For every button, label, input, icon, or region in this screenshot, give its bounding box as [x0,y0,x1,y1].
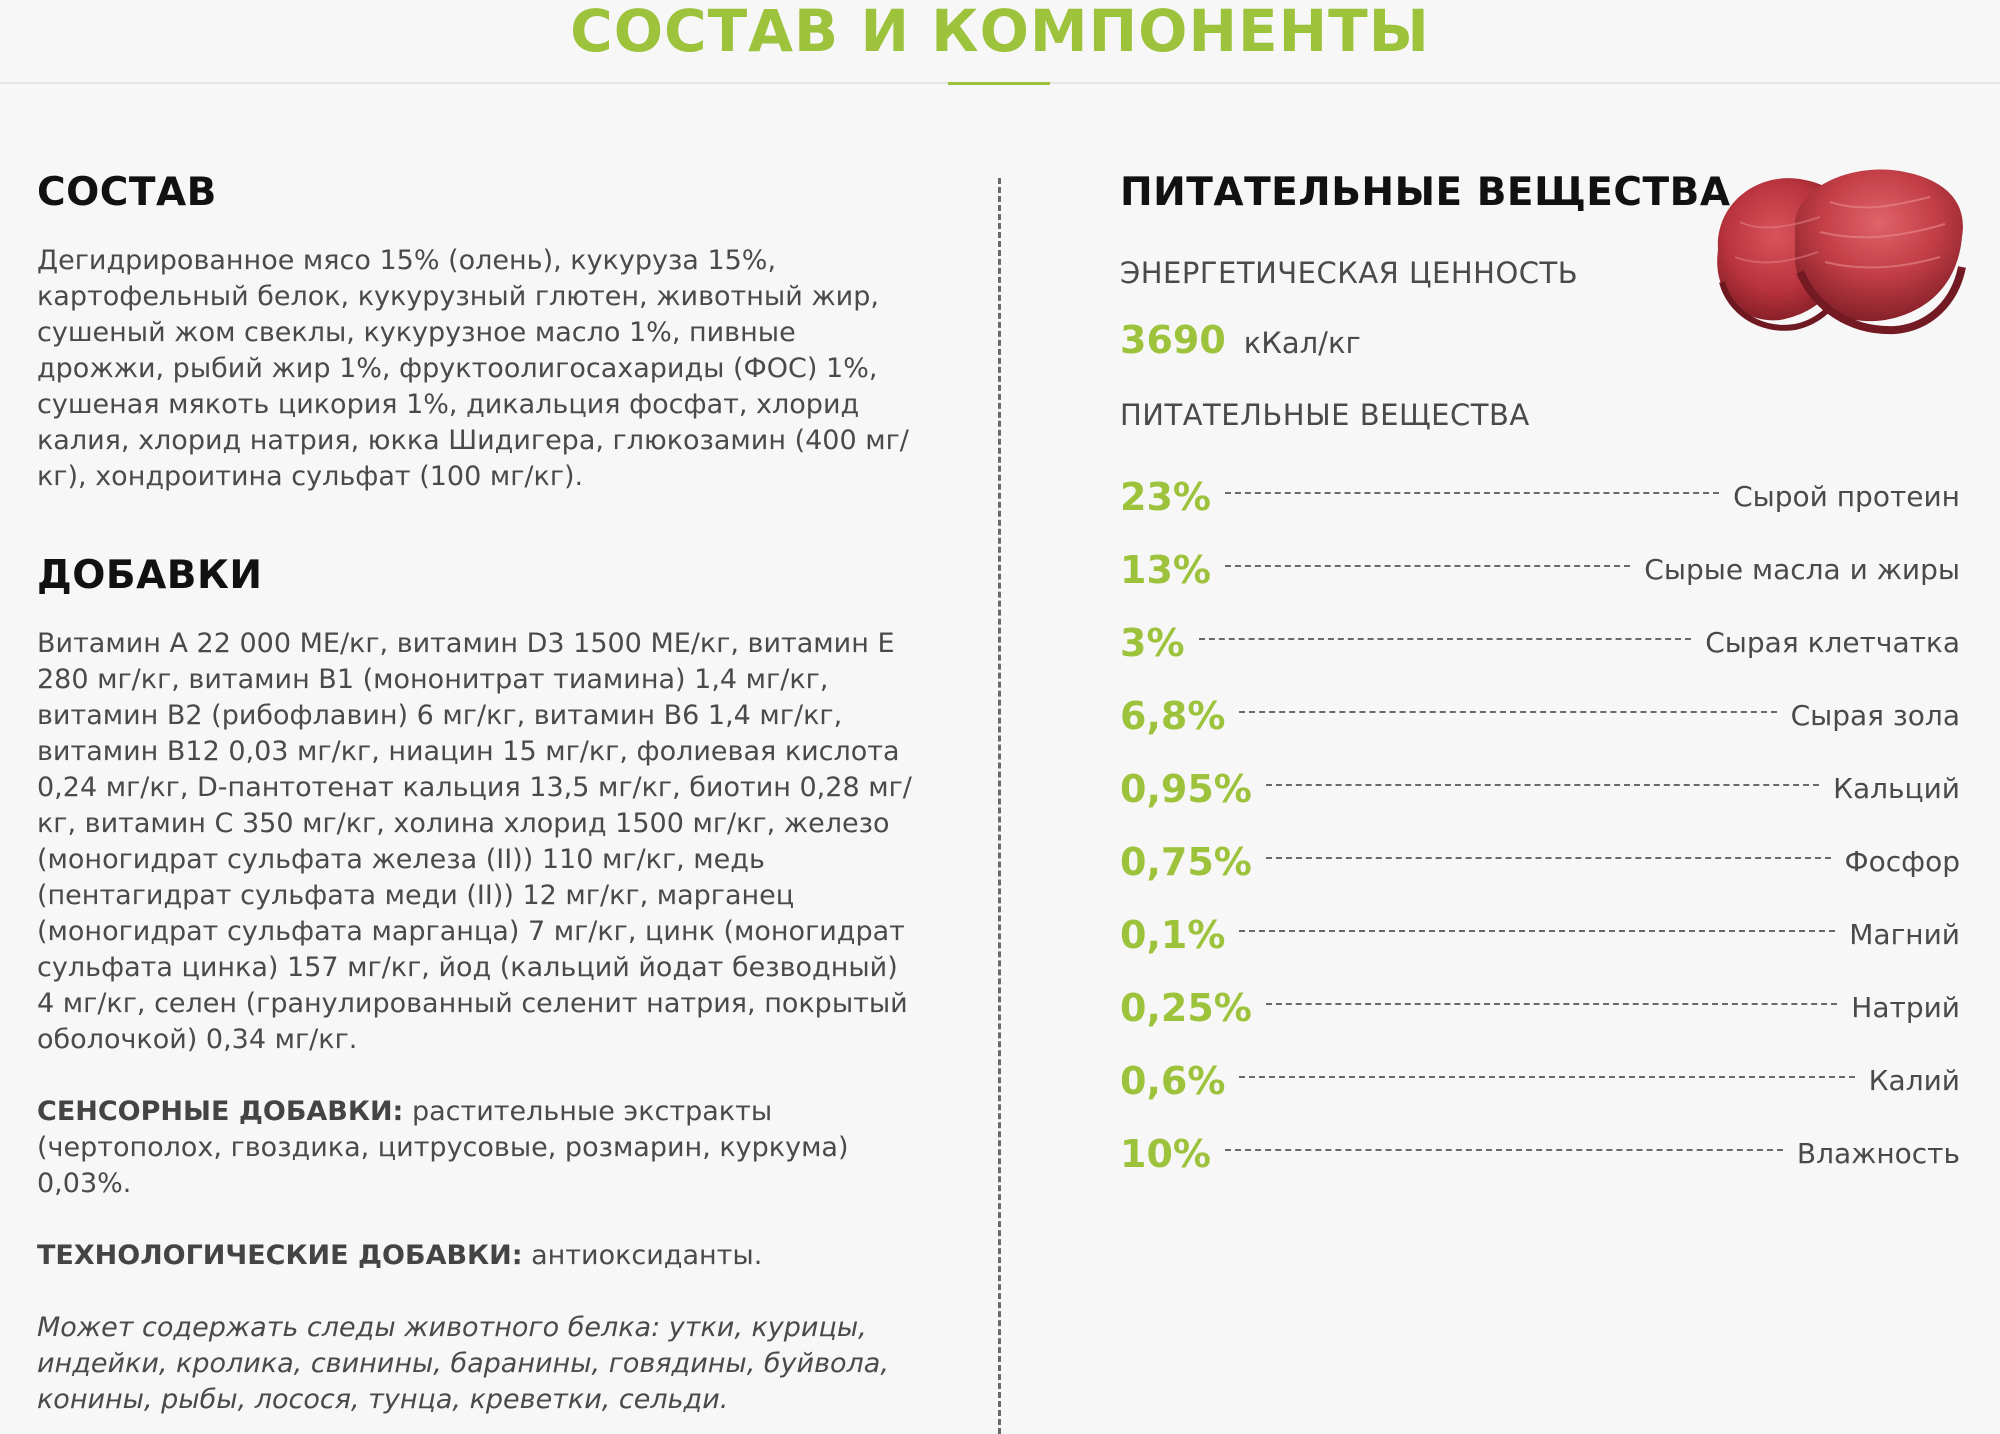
dotted-leader [1225,492,1719,494]
dotted-leader [1266,784,1819,786]
energy-value: 3690 [1120,318,1226,362]
title-underline [948,82,1050,85]
nutrient-row [1120,533,1960,606]
dotted-leader [1239,930,1835,932]
nutrient-value: 6,8% [1120,693,1226,738]
nutrient-value: 23% [1120,474,1211,519]
meat-steak-image [1700,162,1970,362]
additives-text: Витамин A 22 000 МЕ/кг, витамин D3 1500 МЕ/кг, витамин E 280 мг/кг, витамин B1 (мононитрат тиамина) 1,4 мг/кг, витамин B2 (рибофлавин) 6 мг/кг, витамин B6 1,4 мг/кг, витамин B12 0,03 мг/кг, ниацин 15 мг/кг, фолиевая кислота 0,24 мг/кг, D-пантотенат кальция 13,5 мг/кг, биотин 0,28 мг/кг, витамин C 350 мг/кг, холина хлорид 1500 мг/кг, железо (моногидрат сульфата железа (II)) 110 мг/кг, медь (пентагидрат сульфата меди (II)) 12 мг/кг, марганец (моногидрат сульфата марганца) 7 мг/кг, цинк (моногидрат сульфата цинка) 157 мг/кг, йод (кальций йодат безводный) 4 мг/кг, селен (гранулированный селенит натрия, покрытый оболочкой) 0,34 мг/кг. [37,627,912,1055]
composition-text: Дегидрированное мясо 15% (олень), кукуруза 15%, картофельный белок, кукурузный глютен, животный жир, сушеный жом свеклы, кукурузное масло 1%, пивные дрожжи, рыбий жир 1%, фруктоолигосахариды (ФОС) 1%, сушеная мякоть цикория 1%, дикальция фосфат, хлорид калия, хлорид натрия, юкка Шидигера, глюкозамин (400 мг/кг), хондроитина сульфат (100 мг/кг). [37,244,909,492]
nutrient-name: Сырая клетчатка [1705,626,1960,659]
nutrient-row [1120,898,1960,971]
nutrient-value: 13% [1120,547,1211,592]
nutrient-row [1120,460,1960,533]
nutrient-name: Влажность [1796,1137,1960,1170]
nutrient-name: Сырая зола [1790,699,1960,732]
additives-heading: ДОБАВКИ [37,552,263,598]
tech-additives-text: антиоксиданты. [522,1239,763,1271]
left-column [37,170,917,1418]
dotted-leader [1225,565,1630,567]
nutrient-value: 0,1% [1120,912,1226,957]
nutrient-row [1120,1117,1960,1190]
nutrient-name: Калий [1868,1064,1960,1097]
energy-unit: кКал/кг [1243,326,1361,360]
nutrient-value: 3% [1120,620,1185,665]
dotted-leader [1266,1003,1837,1005]
nutrient-row [1120,752,1960,825]
page-title: СОСТАВ И КОМПОНЕНТЫ [570,0,1430,65]
tech-additives [37,1238,917,1274]
nutrient-name: Сырой протеин [1733,480,1960,513]
nutrient-name: Сырые масла и жиры [1644,553,1960,586]
nutrient-list [1120,460,1960,1190]
energy-row [1120,318,1361,362]
dotted-leader [1239,711,1776,713]
sensory-additives-label: СЕНСОРНЫЕ ДОБАВКИ: [37,1095,404,1127]
nutrient-name: Кальций [1833,772,1960,805]
column-divider [998,178,1001,1434]
nutrient-row [1120,825,1960,898]
nutrient-name: Фосфор [1844,845,1960,878]
nutrient-row [1120,606,1960,679]
nutrient-value: 0,25% [1120,985,1252,1030]
traces-note: Может содержать следы животного белка: утки, курицы, индейки, кролика, свинины, баранины, говядины, буйвола, конины, рыбы, лосося, тунца, креветки, сельди. [37,1311,889,1415]
energy-label: ЭНЕРГЕТИЧЕСКАЯ ЦЕННОСТЬ [1120,256,1579,290]
nutrient-value: 10% [1120,1131,1211,1176]
dotted-leader [1266,857,1831,859]
nutrients-list-label: ПИТАТЕЛЬНЫЕ ВЕЩЕСТВА [1120,398,1530,432]
composition-heading: СОСТАВ [37,170,217,215]
nutrient-row [1120,679,1960,752]
nutrient-name: Натрий [1851,991,1960,1024]
nutrient-row [1120,971,1960,1044]
dotted-leader [1199,638,1692,640]
sensory-additives [37,1094,917,1202]
nutrients-heading: ПИТАТЕЛЬНЫЕ ВЕЩЕСТВА [1120,170,1731,215]
nutrient-value: 0,75% [1120,839,1252,884]
nutrient-value: 0,6% [1120,1058,1226,1103]
nutrient-row [1120,1044,1960,1117]
dotted-leader [1225,1149,1783,1151]
tech-additives-label: ТЕХНОЛОГИЧЕСКИЕ ДОБАВКИ: [37,1239,523,1271]
sensory-additives-text: растительные экстракты (чертополох, гвоздика, цитрусовые, розмарин, куркума) 0,03%. [37,1095,849,1199]
nutrient-value: 0,95% [1120,766,1252,811]
nutrient-name: Магний [1849,918,1960,951]
dotted-leader [1239,1076,1854,1078]
